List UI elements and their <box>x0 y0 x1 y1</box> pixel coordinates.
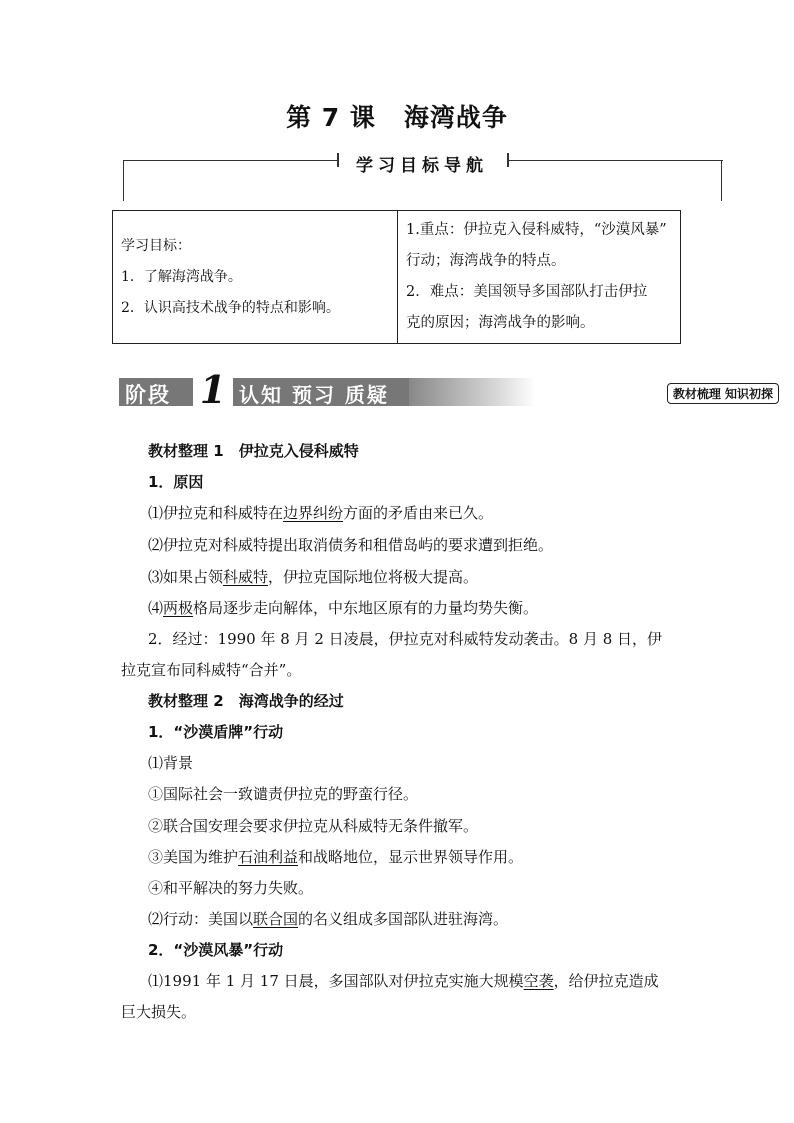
bg-item-2: ②联合国安理会要求伊拉克从科威特无条件撤军。 <box>148 817 479 835</box>
goals-table <box>112 210 681 344</box>
stage-tag: 教材梳理 知识初探 <box>667 383 779 404</box>
bg-item-3: ③美国为维护石油利益和战略地位，显示世界领导作用。 <box>148 848 524 866</box>
goal-item: 2．认识高技术战争的特点和影响。 <box>121 299 340 316</box>
cause-4: ⑷两极格局逐步走向解体，中东地区原有的力量均势失衡。 <box>148 599 539 617</box>
lesson-name: 海湾战争 <box>403 103 508 132</box>
lesson-number: 第 7 课 <box>286 103 376 132</box>
goal-item: 1．了解海湾战争。 <box>121 268 242 285</box>
stage-label: 阶段 <box>125 382 171 407</box>
stage-number: 1 <box>193 369 233 411</box>
cause-3: ⑶如果占领科威特，伊拉克国际地位将极大提高。 <box>148 568 479 586</box>
goals-heading: 学习目标： <box>121 237 191 254</box>
goals-right-cell <box>398 211 681 344</box>
storm-heading: 2．“沙漠风暴”行动 <box>148 941 284 959</box>
process-line-2: 拉克宣布同科威特“合并”。 <box>121 661 302 679</box>
action-line: ⑵行动：美国以联合国的名义组成多国部队进驻海湾。 <box>148 910 509 928</box>
goals-left-cell <box>113 211 398 344</box>
section2-title: 教材整理 2 海湾战争的经过 <box>148 692 344 710</box>
key-text-2: 行动；海湾战争的特点。 <box>406 253 566 269</box>
process-line-1: 2．经过：1990 年 8 月 2 日凌晨，伊拉克对科威特发动袭击。8 月 8 日，伊 <box>148 630 663 648</box>
section1-title: 教材整理 1 伊拉克入侵科威特 <box>148 442 359 460</box>
storm-line-1: ⑴1991 年 1 月 17 日晨，多国部队对伊拉克实施大规模空袭，给伊拉克造成 <box>148 972 659 990</box>
stage-heading: 认知 预习 质疑 <box>239 383 389 407</box>
diff-label: 2．难点： <box>406 284 474 300</box>
diff-text: 美国领导多国部队打击伊拉 <box>473 284 648 300</box>
bg-item-1: ①国际社会一致谴责伊拉克的野蛮行径。 <box>148 785 419 803</box>
stage-banner <box>119 367 779 412</box>
nav-label: 学习目标导航 <box>356 156 488 176</box>
cause-2: ⑵伊拉克对科威特提出取消债务和租借岛屿的要求遭到拒绝。 <box>148 536 554 554</box>
diff-text-2: 克的原因；海湾战争的影响。 <box>406 315 595 331</box>
key-text: 伊拉克入侵科威特，“沙漠风暴” <box>463 222 667 238</box>
cause-1: ⑴伊拉克和科威特在边界纠纷方面的矛盾由来已久。 <box>148 504 494 522</box>
shield-heading: 1．“沙漠盾牌”行动 <box>148 723 284 741</box>
bg-item-4: ④和平解决的努力失败。 <box>148 879 314 897</box>
key-label: 1.重点： <box>406 222 464 238</box>
cause-label: 1．原因 <box>148 473 204 491</box>
background-label: ⑴背景 <box>148 754 194 772</box>
lesson-title <box>0 98 794 134</box>
storm-line-2: 巨大损失。 <box>121 1003 197 1021</box>
